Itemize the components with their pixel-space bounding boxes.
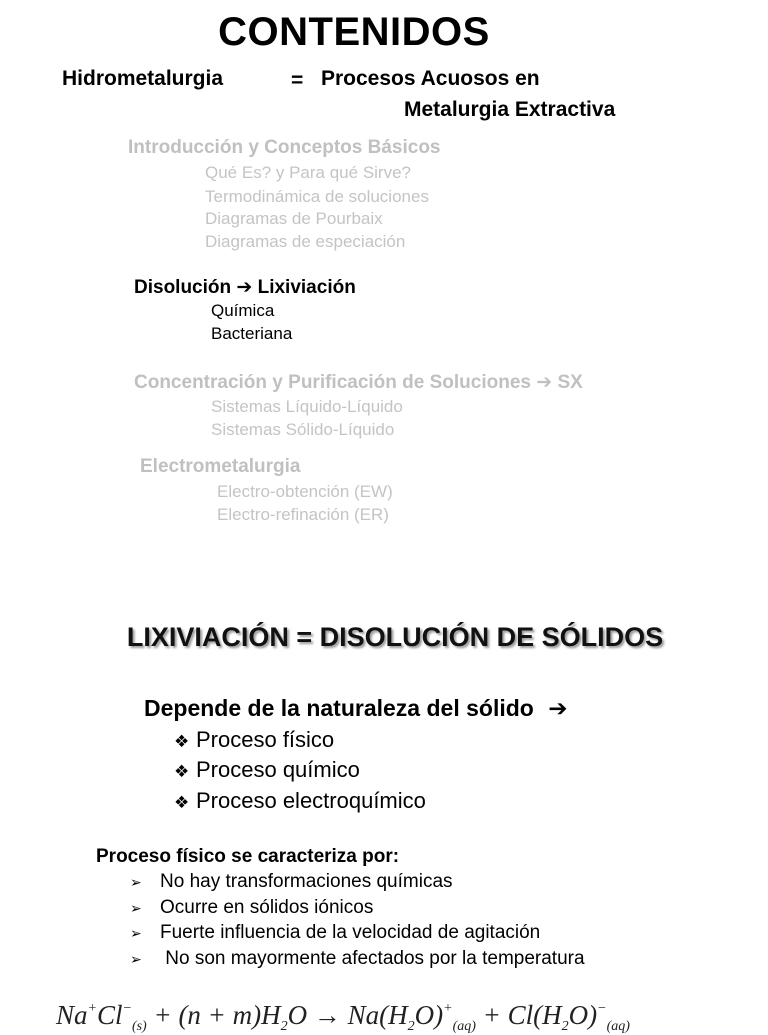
section-concentracion-label: Concentración y Purificación de Soluciones [134, 372, 531, 393]
arrowhead-bullet-icon: ➢ [130, 951, 142, 967]
right-arrow-icon: ➔ [548, 695, 568, 721]
physical-process-item [130, 897, 373, 919]
physical-process-text: Ocurre en sólidos iónicos [160, 897, 374, 918]
section-disolucion-item: Química [211, 301, 275, 320]
definition-equals: = [291, 69, 304, 92]
section-concentracion-item: Sistemas Sólido-Líquido [211, 420, 395, 439]
section-disolucion-target: Lixiviación [257, 277, 356, 298]
section-intro-item: Qué Es? y Para qué Sirve? [205, 163, 412, 182]
section-electro-item: Electro-refinación (ER) [217, 505, 389, 524]
section-concentracion-target: SX [557, 372, 583, 393]
arrowhead-bullet-icon: ➢ [130, 874, 142, 890]
dissolution-equation-image: $Na^+Cl^-_{(s)} + (n + m)H_2O \to Na(H_2O)^+_{(aq)} + Cl(H_2O)^-_{(aq)}$ [56, 1000, 630, 1034]
section-electro-heading: Electrometalurgia [140, 456, 301, 477]
process-item [174, 727, 334, 753]
lixiviacion-title: LIXIVIACIÓN = DISOLUCIÓN DE SÓLIDOS [126, 622, 664, 652]
diamond-bullet-icon: ❖ [174, 762, 190, 781]
slide-title: CONTENIDOS [218, 10, 490, 54]
section-concentracion-item: Sistemas Líquido-Líquido [211, 397, 403, 416]
physical-process-item [130, 922, 540, 944]
diamond-bullet-icon: ❖ [174, 732, 190, 751]
physical-process-text: No hay transformaciones químicas [160, 871, 453, 892]
process-item [174, 757, 360, 783]
depends-text: Depende de la naturaleza del sólido [144, 695, 534, 721]
physical-process-text: Fuerte influencia de la velocidad de agitación [160, 922, 541, 943]
section-disolucion-heading [134, 276, 356, 299]
definition-meaning-line2: Metalurgia Extractiva [404, 98, 616, 121]
physical-process-item [130, 948, 585, 970]
process-item [174, 788, 426, 814]
section-disolucion-item: Bacteriana [211, 324, 293, 343]
process-label: Proceso electroquímico [196, 788, 426, 813]
right-arrow-icon: ➔ [536, 372, 553, 393]
physical-process-text: No son mayormente afectados por la temperatura [160, 948, 585, 969]
arrowhead-bullet-icon: ➢ [130, 925, 142, 941]
definition-meaning-line1: Procesos Acuosos en [321, 67, 540, 90]
definition-term: Hidrometalurgia [62, 67, 224, 90]
section-electro-item: Electro-obtención (EW) [217, 482, 393, 501]
depends-line [144, 695, 568, 722]
physical-process-item [130, 871, 453, 893]
arrowhead-bullet-icon: ➢ [130, 900, 142, 916]
right-arrow-icon: ➔ [236, 277, 253, 298]
section-intro-heading: Introducción y Conceptos Básicos [128, 137, 441, 158]
physical-process-heading: Proceso físico se caracteriza por: [96, 846, 400, 867]
section-intro-item: Diagramas de especiación [205, 232, 406, 251]
section-intro-item: Termodinámica de soluciones [205, 187, 429, 206]
section-concentracion-heading [134, 371, 583, 394]
process-label: Proceso químico [196, 757, 360, 782]
process-label: Proceso físico [196, 727, 335, 752]
section-intro-item: Diagramas de Pourbaix [205, 209, 383, 228]
section-disolucion-label: Disolución [134, 277, 232, 298]
diamond-bullet-icon: ❖ [174, 793, 190, 812]
